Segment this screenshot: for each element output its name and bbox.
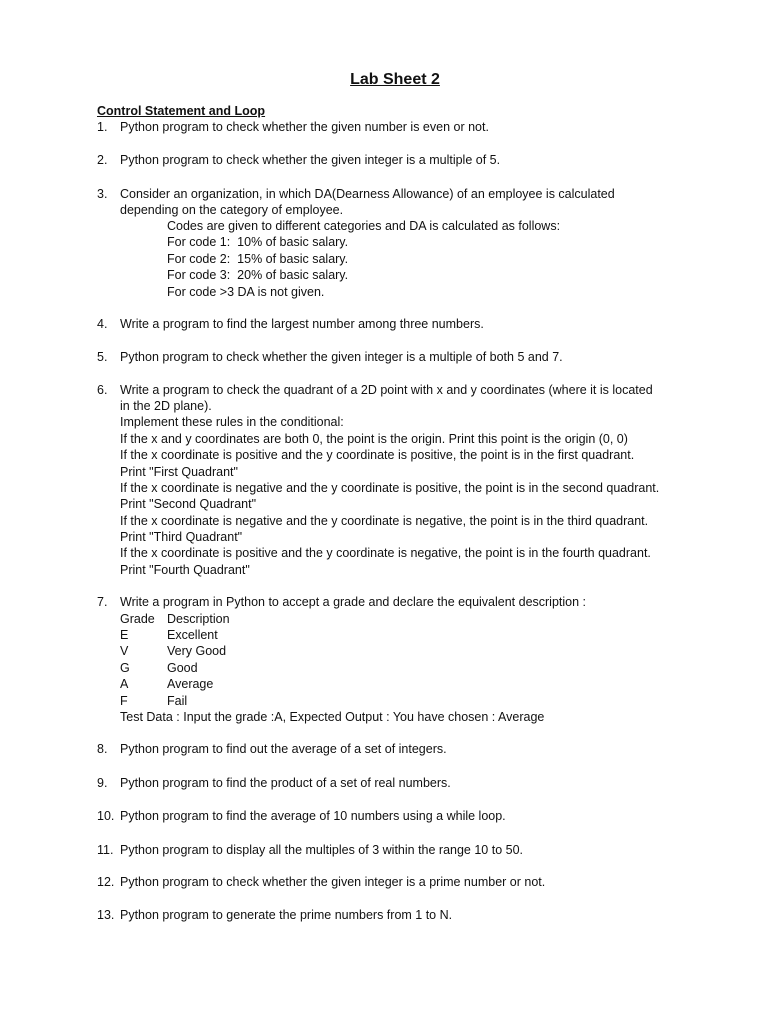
item-text: If the x coordinate is negative and the y coordinate is positive, the point is in the second quadrant.	[120, 481, 660, 495]
item-number: 7.	[97, 595, 108, 609]
grade-desc: Very Good	[167, 644, 227, 658]
item-text: Python program to display all the multiples of 3 within the range 10 to 50.	[120, 843, 524, 857]
item-text: If the x coordinate is positive and the y coordinate is negative, the point is in the fourth quadrant.	[120, 546, 651, 560]
grade-desc: Fail	[167, 694, 188, 708]
item-text: in the 2D plane).	[120, 399, 212, 413]
item-text: Write a program to find the largest number among three numbers.	[120, 317, 484, 331]
item-text: Python program to check whether the given integer is a prime number or not.	[120, 875, 546, 889]
item-text: Implement these rules in the conditional:	[120, 415, 344, 429]
item-subtext: For code 2: 15% of basic salary.	[167, 252, 349, 266]
item-subtext: For code 3: 20% of basic salary.	[167, 268, 349, 282]
item-number: 5.	[97, 350, 108, 364]
item-text: Python program to generate the prime numbers from 1 to N.	[120, 908, 453, 922]
item-subtext: For code >3 DA is not given.	[167, 285, 325, 299]
item-text: Python program to find the average of 10 numbers using a while loop.	[120, 809, 506, 823]
grade-code: F	[120, 694, 128, 708]
item-text: Python program to find the product of a set of real numbers.	[120, 776, 451, 790]
grade-row	[120, 693, 420, 709]
item-text: Print "Second Quadrant"	[120, 497, 257, 511]
item-text: Print "Third Quadrant"	[120, 530, 243, 544]
item-number: 12.	[97, 875, 115, 889]
grade-code: E	[120, 628, 129, 642]
page-title: Lab Sheet 2	[350, 71, 440, 88]
item-text: Print "First Quadrant"	[120, 465, 238, 479]
grade-desc: Average	[167, 677, 214, 691]
item-text: Print "Fourth Quadrant"	[120, 563, 250, 577]
item-number: 3.	[97, 187, 108, 201]
grade-code: G	[120, 661, 130, 675]
item-number: 10.	[97, 809, 115, 823]
item-text: Write a program to check the quadrant of a 2D point with x and y coordinates (where it is located	[120, 383, 653, 397]
item-text: Consider an organization, in which DA(Dearness Allowance) of an employee is calculated	[120, 187, 615, 201]
grade-row	[120, 660, 420, 676]
item-text: Python program to check whether the given integer is a multiple of both 5 and 7.	[120, 350, 563, 364]
item-number: 1.	[97, 120, 108, 134]
grade-header-desc: Description	[167, 612, 230, 626]
item-text: Write a program in Python to accept a grade and declare the equivalent description :	[120, 595, 587, 609]
item-text: If the x coordinate is negative and the y coordinate is negative, the point is in the third quadrant.	[120, 514, 649, 528]
item-number: 2.	[97, 153, 108, 167]
item-text: Python program to find out the average of a set of integers.	[120, 742, 447, 756]
grade-desc: Excellent	[167, 628, 218, 642]
item-text: Python program to check whether the given number is even or not.	[120, 120, 489, 134]
item-subtext: Codes are given to different categories and DA is calculated as follows:	[167, 219, 561, 233]
test-data-text: Test Data : Input the grade :A, Expected Output : You have chosen : Average	[120, 710, 545, 724]
grade-code: A	[120, 677, 129, 691]
item-number: 11.	[97, 843, 114, 857]
item-number: 9.	[97, 776, 108, 790]
item-number: 6.	[97, 383, 108, 397]
grade-code: V	[120, 644, 129, 658]
item-number: 13.	[97, 908, 115, 922]
item-subtext: For code 1: 10% of basic salary.	[167, 235, 349, 249]
grade-table-header	[120, 611, 420, 627]
item-number: 4.	[97, 317, 108, 331]
item-text: If the x coordinate is positive and the y coordinate is positive, the point is in the first quadrant.	[120, 448, 635, 462]
grade-row	[120, 676, 420, 692]
grade-row	[120, 627, 420, 643]
grade-desc: Good	[167, 661, 198, 675]
grade-header-code: Grade	[120, 612, 155, 626]
item-text: depending on the category of employee.	[120, 203, 344, 217]
section-heading: Control Statement and Loop	[97, 104, 266, 118]
grade-row	[120, 643, 420, 659]
item-text: Python program to check whether the given integer is a multiple of 5.	[120, 153, 501, 167]
item-text: If the x and y coordinates are both 0, the point is the origin. Print this point is the origin (0, 0)	[120, 432, 628, 446]
item-number: 8.	[97, 742, 108, 756]
